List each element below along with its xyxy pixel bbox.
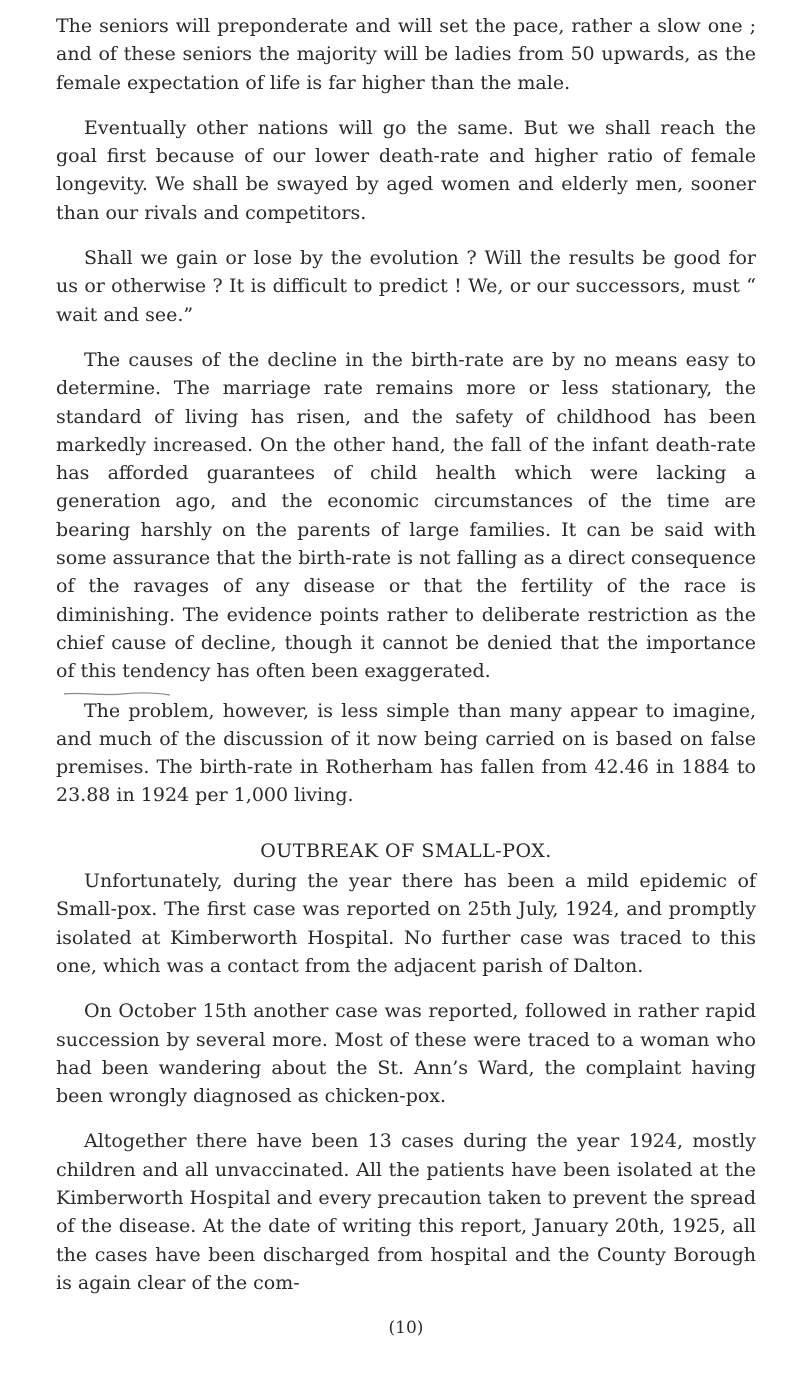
paragraph-total-cases: Altogether there have been 13 cases during the year 1924, mostly children and all unvaccinated. All the patients have been isolated at the Kimberworth Hospital and every precaution taken to prevent the spread of the disease. At the date of writing this report, January 20th, 1925, all the cases have been discharged from hospital and the County Borough is again clear of the com- xyxy=(56,1130,756,1294)
document-page xyxy=(56,12,756,1342)
paragraph-gain-or-lose: Shall we gain or lose by the evolution ? Will the results be good for us or otherwise ? It is difficult to predict ! We, or our successors, must “ wait and see.” xyxy=(56,247,756,326)
paragraph-other-nations: Eventually other nations will go the same. But we shall reach the goal first because of our lower death-rate and higher ratio of female longevity. We shall be swayed by aged women and elderly men, sooner than our rivals and competitors. xyxy=(56,116,756,224)
paragraph-first-case: Unfortunately, during the year there has been a mild epidemic of Small-pox. The first case was reported on 25th July, 1924, and promptly isolated at Kimberworth Hospital. No further case was traced to this one, which was a contact from the adjacent parish of Dalton. xyxy=(56,870,756,977)
paragraph-seniors-pace: The seniors will preponderate and will set the pace, rather a slow one ; and of these seniors the majority will be ladies from 50 upwards, as the female expectation of life is far higher than the male. xyxy=(56,15,756,94)
paragraph-problem-rotherham: The problem, however, is less simple than many appear to imagine, and much of the discussion of it now being carried on is based on false premises. The birth-rate in Rotherham has fallen from 42.46 in 1884 to 23.88 in 1924 per 1,000 living. xyxy=(56,699,756,807)
section-heading-small-pox: OUTBREAK OF SMALL-POX. xyxy=(260,839,552,862)
page-number: (10) xyxy=(388,1318,424,1339)
paragraph-birth-rate-causes: The causes of the decline in the birth-rate are by no means easy to determine. The marriage rate remains more or less stationary, the standard of living has risen, and the safety of childhood has been markedly increased. On the other hand, the fall of the infant death-rate has afforded guarantees of child health which were lacking a generation ago, and the economic circumstances of the time are bearing harshly on the parents of large families. It can be said with some assurance that the birth-rate is not falling as a direct consequence of the ravages of any disease or that the fertility of the race is diminishing. The evidence points rather to deliberate restriction as the chief cause of decline, though it cannot be denied that the importance of this tendency has often been exaggerated. xyxy=(56,348,756,683)
paragraph-october-case: On October 15th another case was reported, followed in rather rapid succession by several more. Most of these were traced to a woman who had been wandering about the St. Ann’s Ward, the complaint having been wrongly diagnosed as chicken-pox. xyxy=(56,1000,756,1108)
